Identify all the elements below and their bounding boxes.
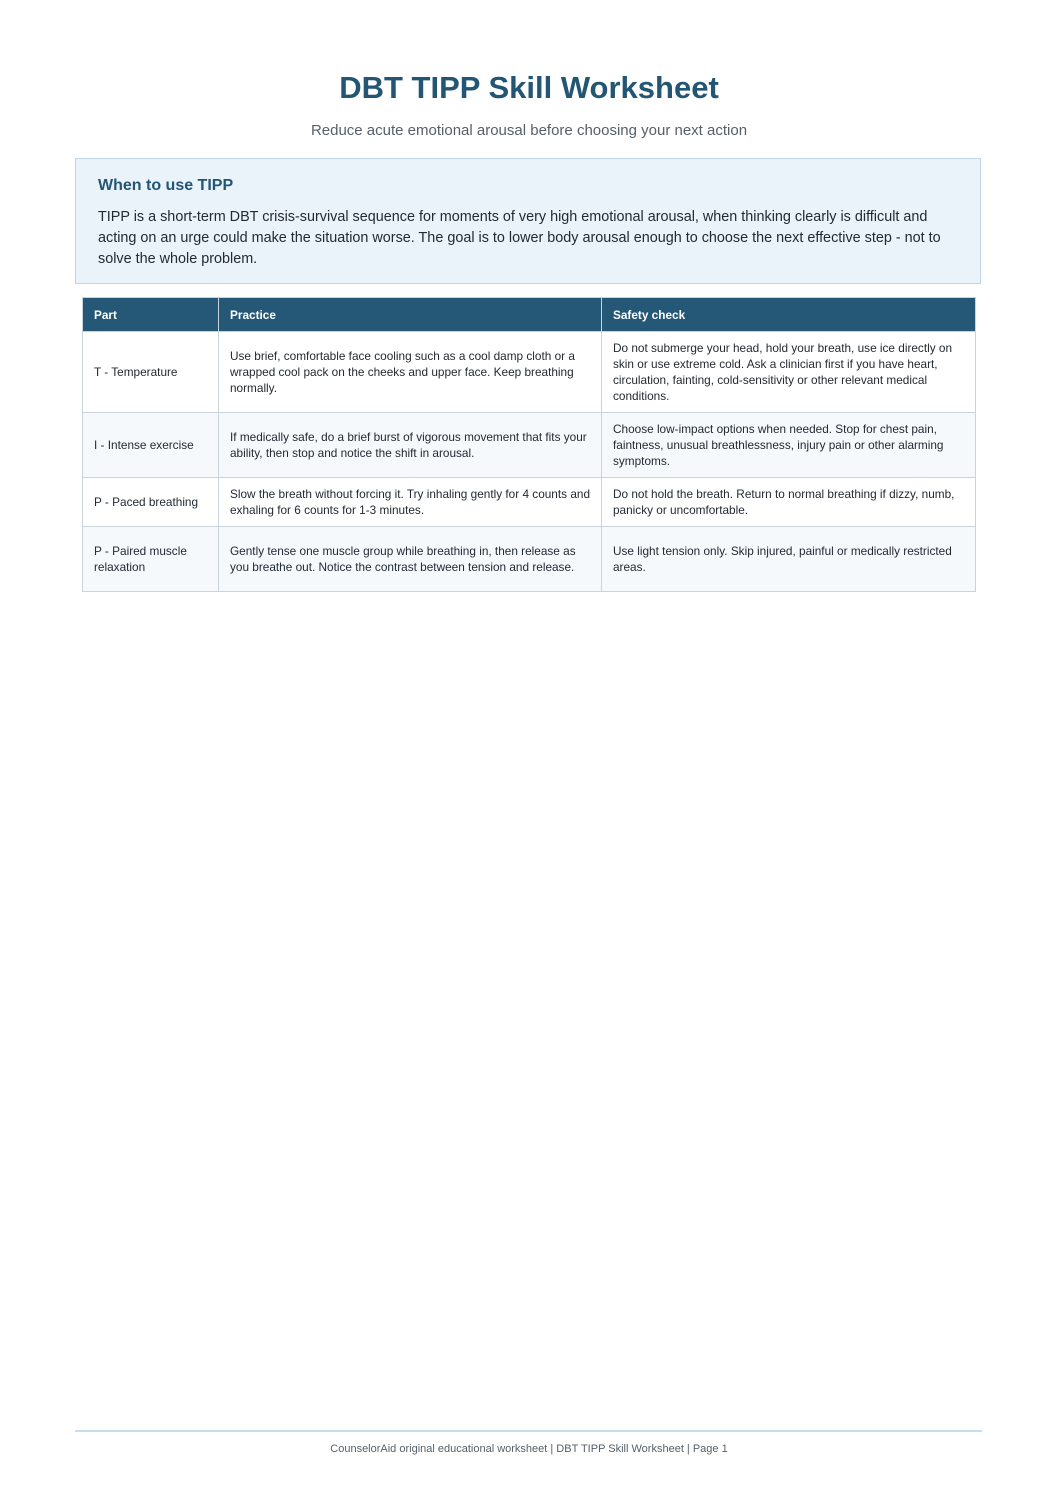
table-row [83,478,976,527]
table-row [83,527,976,592]
footer-divider [75,1430,982,1432]
cell-practice: Slow the breath without forcing it. Try inhaling gently for 4 counts and exhaling for 6 counts for 1-3 minutes. [219,478,602,527]
page-footer: CounselorAid original educational worksheet | DBT TIPP Skill Worksheet | Page 1 [330,1443,728,1455]
callout-heading: When to use TIPP [98,177,234,194]
cell-part: P - Paced breathing [83,478,219,527]
column-header-part: Part [83,298,219,332]
callout-body: TIPP is a short-term DBT crisis-survival sequence for moments of very high emotional arousal, when thinking clearly is difficult and acting on an urge could make the situation worse. The goal is to lower body arousal enough to choose the next effective step - not to solve the whole problem. [98,209,941,267]
cell-safety-check: Do not submerge your head, hold your breath, use ice directly on skin or use extreme cold. Ask a clinician first if you have heart, circulation, fainting, cold-sensitivity or other relevant medical conditions. [602,332,976,413]
table-header-row [83,298,976,332]
cell-part: I - Intense exercise [83,413,219,478]
table-row [83,413,976,478]
cell-practice: Use brief, comfortable face cooling such as a cool damp cloth or a wrapped cool pack on the cheeks and upper face. Keep breathing normally. [219,332,602,413]
column-header-safety-check: Safety check [602,298,976,332]
cell-practice: If medically safe, do a brief burst of vigorous movement that fits your ability, then stop and notice the shift in arousal. [219,413,602,478]
cell-safety-check: Do not hold the breath. Return to normal breathing if dizzy, numb, panicky or uncomfortable. [602,478,976,527]
page-subtitle: Reduce acute emotional arousal before choosing your next action [310,122,748,139]
when-to-use-callout [75,158,981,284]
cell-part: P - Paired muscle relaxation [83,527,219,592]
cell-safety-check: Choose low-impact options when needed. Stop for chest pain, faintness, unusual breathlessness, injury pain or other alarming symptoms. [602,413,976,478]
cell-safety-check: Use light tension only. Skip injured, painful or medically restricted areas. [602,527,976,592]
column-header-practice: Practice [219,298,602,332]
table-row [83,332,976,413]
cell-part: T - Temperature [83,332,219,413]
tipp-table [82,297,976,592]
page-title: DBT TIPP Skill Worksheet [339,70,719,105]
cell-practice: Gently tense one muscle group while breathing in, then release as you breathe out. Notice the contrast between tension and release. [219,527,602,592]
